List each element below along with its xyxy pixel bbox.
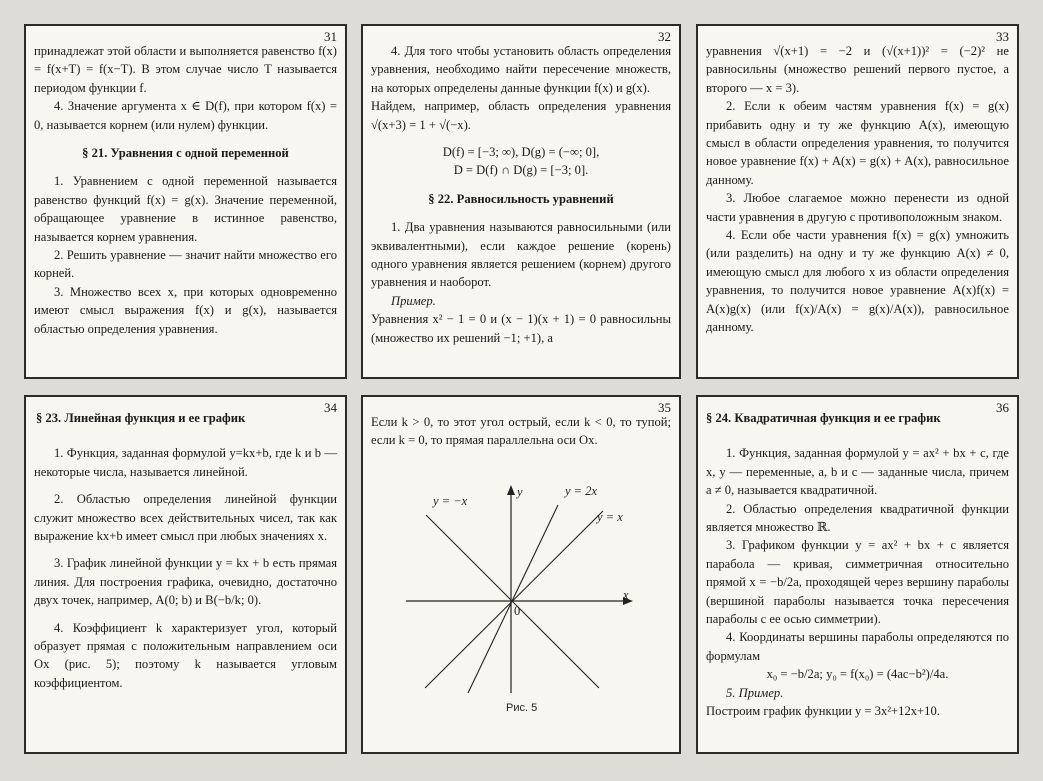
card-page-35 (361, 395, 681, 754)
paragraph: 4. Значение аргумента x ∈ D(f), при котором f(x) = 0, называется корнем (или нулем) функции. (34, 99, 337, 132)
paragraph: Построим график функции y = 3x²+12x+10. (706, 704, 940, 719)
page-number: 35 (658, 400, 671, 415)
paragraph: 2. Областью определения линейной функции служит множество всех действительных чисел, так как выражение kx+b имеет смысл при любых значениях x. (34, 492, 337, 544)
paragraph: 1. Функция, заданная формулой y = ax² + bx + c, где x, y — переменные, a, b и c — заданные числа, причем a ≠ 0, называется квадратичной. (706, 446, 1009, 498)
paragraph: 3. Любое слагаемое можно перенести из одной части уравнения в другую с противоположным знаком. (706, 191, 1009, 224)
paragraph: Уравнения x² − 1 = 0 и (x − 1)(x + 1) = 0 равносильны (множество их решений −1; +1), а (371, 312, 671, 345)
section-heading: § 23. Линейная функция и ее график (36, 411, 246, 425)
paragraph: 1. Уравнением с одной переменной называется равенство функций f(x) = g(x). Значение переменной, обращающее уравнение в истинное равенство, называется корнем уравнения. (34, 174, 337, 244)
label-y-2x: y = 2x (565, 484, 598, 498)
label-y-neg-x: y = −x (433, 494, 468, 508)
paragraph: 1. Два уравнения называются равносильными (или эквивалентными), если каждое решение (корень) одного уравнения является решением (корнем) другого уравнения и наоборот. (371, 220, 671, 290)
page-number: 34 (324, 400, 337, 415)
paragraph: 1. Функция, заданная формулой y=kx+b, где k и b — некоторые числа, называется линейной. (34, 446, 337, 479)
formula-line: x₀ = −b/2a; y₀ = f(x₀) = (4ac−b²)/4a. (766, 667, 949, 682)
paragraph: 4. Коэффициент k характеризует угол, который образует прямая с положительным направлением оси Ox (рис. 5); поэтому k называется угловым коэффициентом. (34, 620, 337, 690)
card-page-36 (696, 395, 1019, 754)
card-page-32 (361, 24, 681, 379)
paragraph: уравнения √(x+1) = −2 и (√(x+1))² = (−2)² не равносильны (множество решений первого пустое, а второго — x = 3). (706, 44, 1009, 95)
line-y-2x (468, 505, 558, 693)
paragraph: 4. Если обе части уравнения f(x) = g(x) умножить (или разделить) на одну и ту же функцию A(x) ≠ 0, имеющую смысл для любого x из области определения уравнения, то получится новое уравнение A(x)f(x) = A(x)g(x) (или f(x)/A(x) = g(x)/A(x)), равносильное данному. (706, 228, 1009, 335)
line-y-x (425, 511, 603, 688)
paragraph: 3. График линейной функции y = kx + b есть прямая линия. Для построения графика, очевидно, достаточно двух точек, например, A(0; b) и B(−b/k; 0). (34, 556, 337, 608)
paragraph: Найдем, например, область определения уравнения √(x+3) = 1 + √(−x). (371, 99, 671, 132)
section-heading: § 24. Квадратичная функция и ее график (706, 411, 941, 425)
paragraph: 3. Графиком функции y = ax² + bx + c является парабола — кривая, симметричная относительно прямой x = −b/2a, проходящей через вершину параболы (вершиной параболы называется точка пересечения параболы с ее осью симметрии). (706, 538, 1009, 627)
example-label: Пример. (391, 293, 436, 308)
figure-5 (371, 483, 671, 743)
paragraph: 2. Решить уравнение — значит найти множество его корней. (34, 248, 337, 281)
formula-line: D = D(f) ∩ D(g) = [−3; 0]. (453, 163, 589, 178)
label-y-axis: y (517, 485, 523, 499)
example-label: 5. Пример. (726, 685, 784, 700)
paragraph: 4. Для того чтобы установить область определения уравнения, необходимо найти пересечение множеств, на которых определены данные функции f(x) и g(x). (371, 44, 671, 95)
y-axis-arrow (507, 485, 515, 495)
card-page-34 (24, 395, 347, 754)
paragraph: 2. Областью определения квадратичной функции является множество ℝ. (706, 501, 1009, 535)
label-x-axis: x (623, 588, 629, 602)
paragraph: принадлежат этой области и выполняется равенство f(x) = f(x+T) = f(x−T). В этом случае число T называется периодом функции f. (34, 44, 337, 95)
page-number: 36 (996, 400, 1009, 415)
page-number: 32 (658, 29, 671, 44)
label-origin: 0 (514, 604, 521, 618)
paragraph: 4. Координаты вершины параболы определяются по формулам (706, 630, 1009, 663)
formula-line: D(f) = [−3; ∞), D(g) = (−∞; 0], (442, 145, 600, 160)
card-page-31 (24, 24, 347, 379)
label-y-x: y = x (597, 510, 623, 524)
paragraph: Если k > 0, то этот угол острый, если k < 0, то тупой; если k = 0, то прямая параллельна оси Ox. (371, 415, 671, 448)
page-number: 31 (324, 29, 337, 44)
page-number: 33 (996, 29, 1009, 44)
section-heading: § 21. Уравнения с одной переменной (82, 146, 289, 161)
paragraph: 2. Если к обеим частям уравнения f(x) = g(x) прибавить одну и ту же функцию A(x), имеющую смысл в области определения уравнения, то получится новое уравнение f(x) + A(x) = g(x) + A(x), равносильное данному. (706, 99, 1009, 187)
paragraph: 3. Множество всех x, при которых одновременно имеют смысл выражения f(x) и g(x), называется областью определения уравнения. (34, 284, 337, 336)
figure-caption: Рис. 5 (506, 702, 538, 714)
section-heading: § 22. Равносильность уравнений (428, 191, 614, 206)
card-page-33 (696, 24, 1019, 379)
